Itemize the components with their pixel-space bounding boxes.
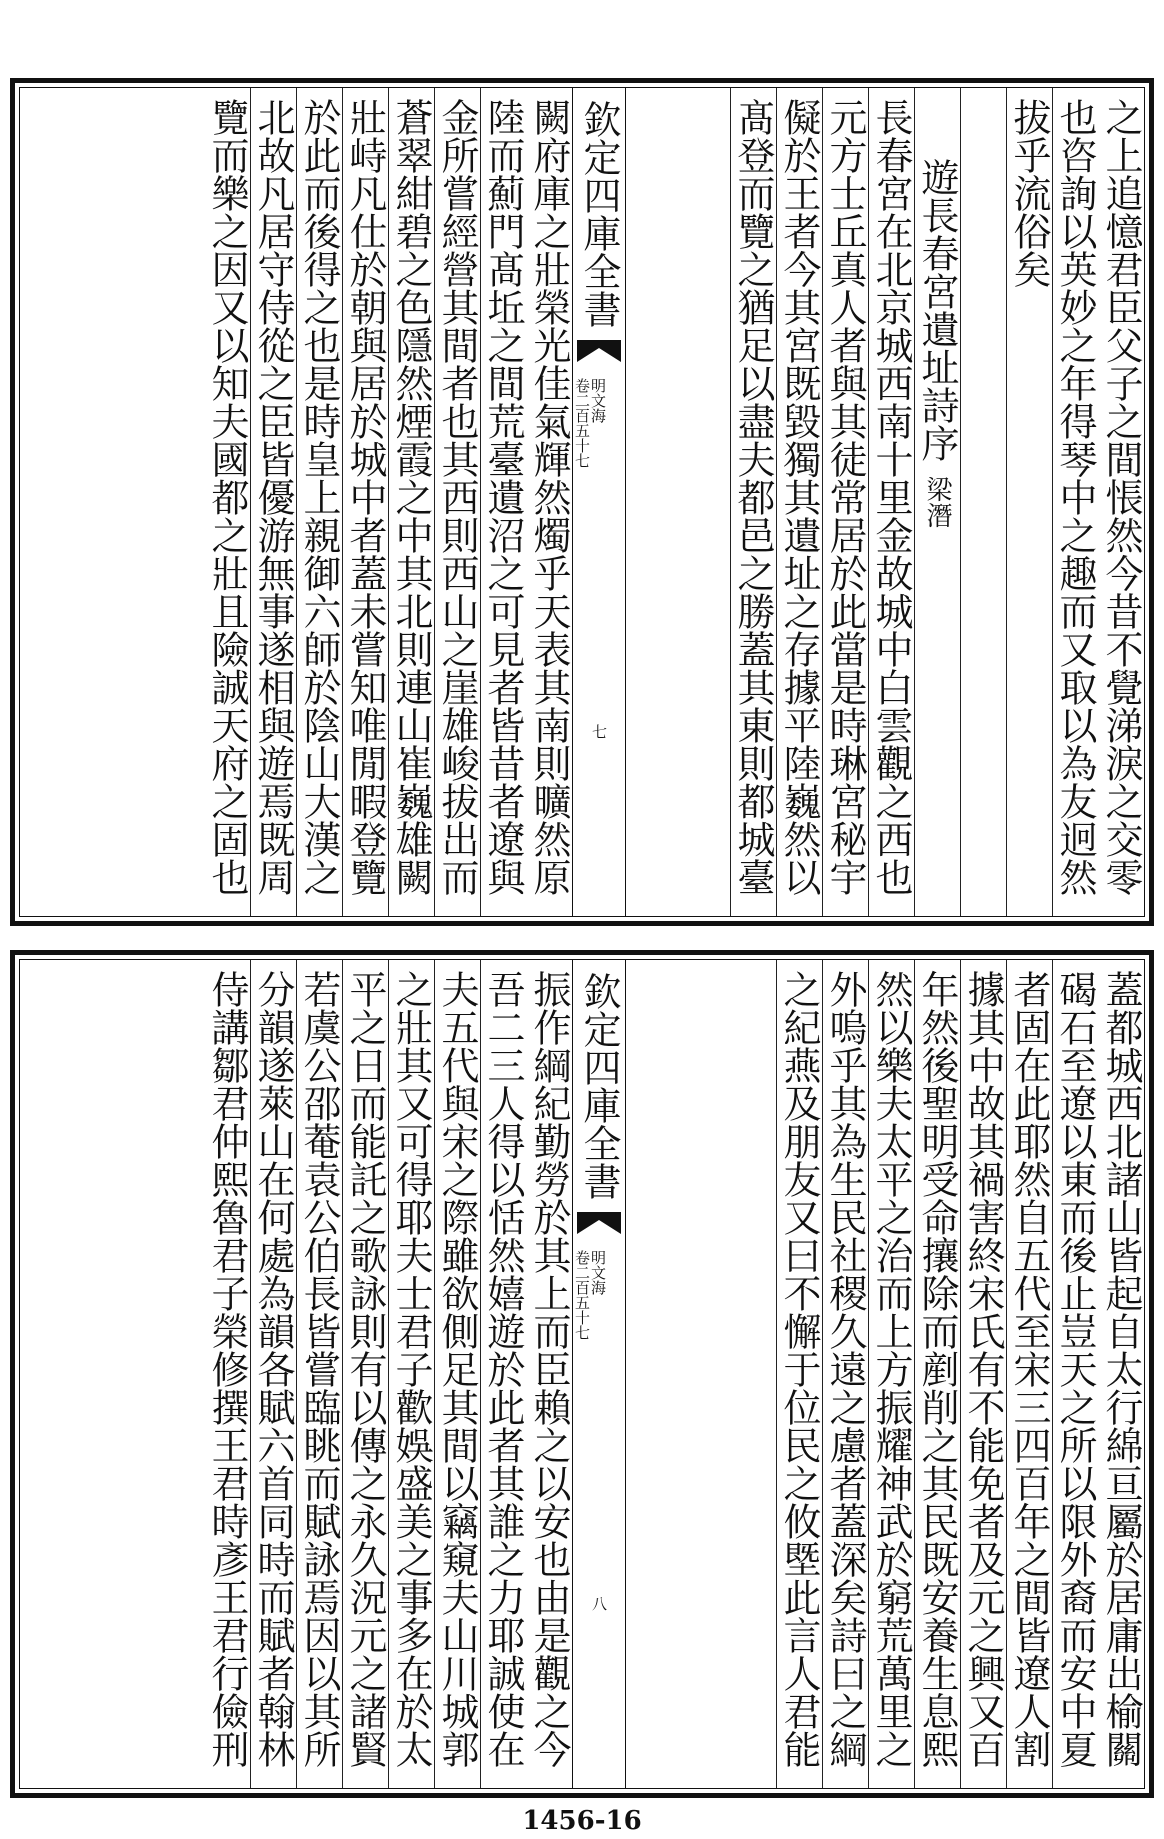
text-column: 於此而後得之也是時皇上親御六師於陰山大漢之 — [296, 88, 342, 916]
text-column: 年然後聖明受命攘除而剷削之其民既安養生息熙 — [914, 960, 960, 1788]
text-column: 平之日而能託之歌詠則有以傳之永久況元之諸賢 — [342, 960, 388, 1788]
series-name: 明文海 — [589, 1250, 607, 1295]
fish-tail-mark — [577, 340, 621, 362]
text-column: 蓋都城西北諸山皆起自太行綿亘屬於居庸出榆關 — [1099, 970, 1143, 1768]
page-top-frame — [19, 87, 1145, 917]
text-column: 闕府庫之壯榮光佳氣輝然燭乎天表其南則曠然原 — [527, 98, 571, 896]
leaf-number: 七 — [590, 724, 608, 739]
text-column: 侍講鄒君仲熙魯君子榮修撰王君時彥王君行儉刑 — [205, 970, 249, 1768]
bottom-right-half — [618, 960, 1144, 1788]
text-column: 吾二三人得以恬然嬉遊於此者其誰之力耶誠使在 — [480, 960, 526, 1788]
essay-title: 遊長春宮遺址詩序 — [915, 158, 959, 462]
page-bottom — [10, 950, 1154, 1798]
text-column: 振作綱紀勤勞於其上而臣賴之以安也由是觀之今 — [527, 970, 571, 1768]
text-column: 也咨詢以英妙之年得琴中之趣而又取以為友迥然 — [1052, 88, 1098, 916]
text-column: 儗於王者今其宮既毀獨其遺址之存據平陸巍然以 — [776, 88, 822, 916]
text-column: 分韻遂萊山在何處為韻各賦六首同時而賦者翰林 — [250, 960, 296, 1788]
bottom-left-half — [20, 960, 572, 1788]
text-column: 若虞公邵菴袁公伯長皆嘗臨眺而賦詠焉因以其所 — [296, 960, 342, 1788]
center-fold-banxin — [572, 88, 626, 916]
text-column: 碣石至遼以東而後止豈天之所以限外裔而安中夏 — [1052, 960, 1098, 1788]
text-column: 據其中故其禍害終宋氏有不能免者及元之興又百 — [960, 960, 1006, 1788]
text-column: 然以樂夫太平之治而上方振耀神武於窮荒萬里之 — [868, 960, 914, 1788]
essay-title-column — [914, 88, 960, 916]
volume-label: 卷二百五十七 — [573, 378, 591, 468]
top-left-half — [20, 88, 572, 916]
text-column: 壯峙凡仕於朝與居於城中者蓋未嘗知唯閒暇登覽 — [342, 88, 388, 916]
text-column: 蒼翠紺碧之色隱然煙霞之中其北則連山崔巍雄闕 — [388, 88, 434, 916]
text-column: 髙登而覽之猶足以盡夫都邑之勝蓋其東則都城臺 — [730, 88, 776, 916]
text-column: 覽而樂之因又以知夫國都之壯且險誠天府之固也 — [205, 98, 249, 896]
footer-page-number: 1456-16 — [522, 1806, 642, 1836]
page-top — [10, 78, 1154, 926]
text-column: 陸而薊門髙坵之間荒臺遺沼之可見者皆昔者遼與 — [480, 88, 526, 916]
text-column: 之上追憶君臣父子之間悵然今昔不覺涕淚之交零 — [1099, 98, 1143, 896]
top-right-half — [618, 88, 1144, 916]
text-column: 拔乎流俗矣 — [1006, 88, 1052, 916]
text-column: 北故凡居守侍從之臣皆優游無事遂相與遊焉既周 — [250, 88, 296, 916]
series-name: 明文海 — [589, 378, 607, 423]
leaf-number: 八 — [590, 1596, 608, 1611]
text-column: 夫五代與宋之際雖欲側足其間以竊窺夫山川城郭 — [434, 960, 480, 1788]
text-column: 金所嘗經營其間者也其西則西山之崖雄峻拔出而 — [434, 88, 480, 916]
author-name: 梁潛 — [922, 476, 952, 528]
text-column — [960, 88, 1006, 916]
text-column: 長春宮在北京城西南十里金故城中白雲觀之西也 — [868, 88, 914, 916]
volume-label: 卷二百五十七 — [573, 1250, 591, 1340]
text-column: 元方士丘真人者與其徒常居於此當是時琳宮秘宇 — [822, 88, 868, 916]
text-column: 外嗚乎其為生民社稷久遠之慮者蓋深矣詩曰之綱 — [822, 960, 868, 1788]
text-column: 之紀燕及朋友又曰不懈于位民之攸塈此言人君能 — [776, 960, 822, 1788]
center-fold-banxin — [572, 960, 626, 1788]
page-bottom-frame — [19, 959, 1145, 1789]
book-title: 欽定四庫全書 — [577, 100, 621, 328]
book-title: 欽定四庫全書 — [577, 972, 621, 1200]
fish-tail-mark — [577, 1212, 621, 1234]
text-column: 之壯其又可得耶夫士君子歡娛盛美之事多在於太 — [388, 960, 434, 1788]
text-column: 者固在此耶然自五代至宋三四百年之間皆遼人割 — [1006, 960, 1052, 1788]
